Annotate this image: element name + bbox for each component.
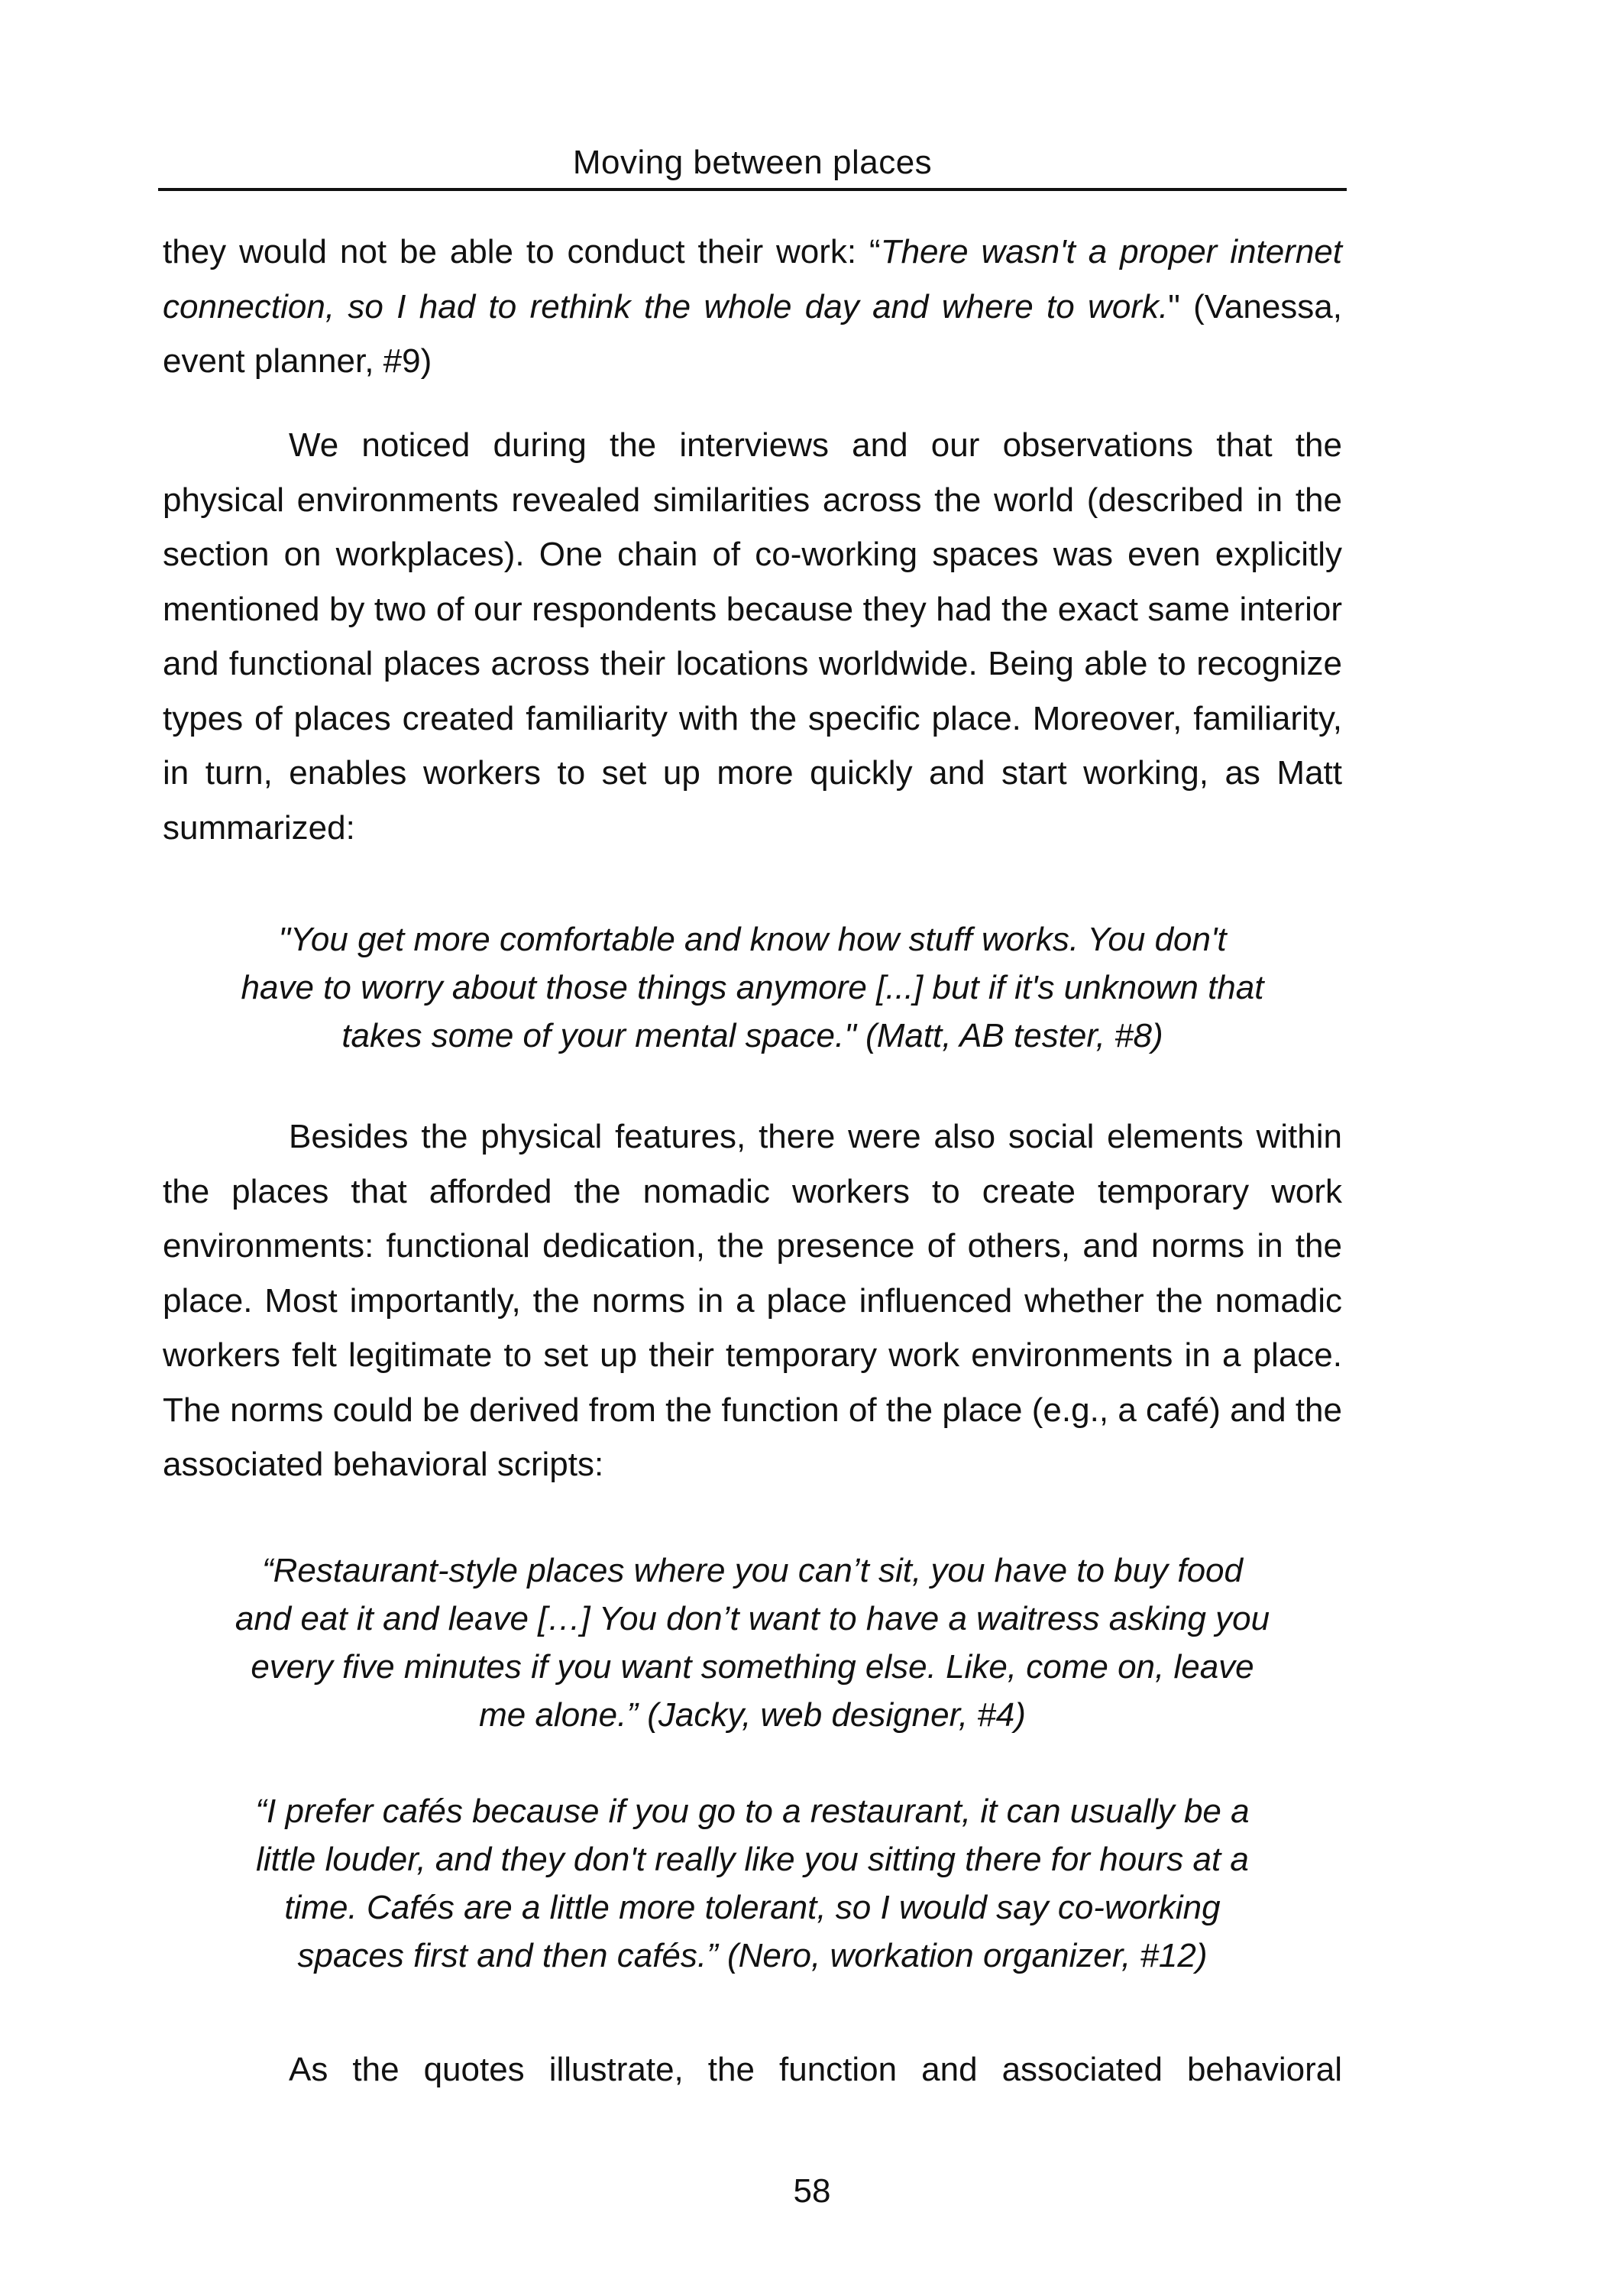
inline-quote: There wasn't a proper internet connection, so I had to rethink the whole day and where to work. <box>163 233 1342 325</box>
block-quote-matt <box>206 915 1299 1060</box>
quote-line: have to worry about those things anymore [...] but if it's unknown that <box>241 969 1264 1006</box>
paragraph-lead: they would not be able to conduct their work: “ <box>163 233 881 270</box>
quote-line: spaces first and then cafés.” (Nero, workation organizer, #12) <box>297 1937 1208 1974</box>
paragraph-vanessa-quote <box>163 225 1342 389</box>
quote-line: “I prefer cafés because if you go to a restaurant, it can usually be a <box>255 1793 1250 1830</box>
quote-line: me alone.” (Jacky, web designer, #4) <box>479 1696 1026 1734</box>
paragraph-social-elements: Besides the physical features, there were also social elements within the places that afforded the nomadic workers to create temporary work environments: functional dedication, the presence of others, and norms in the place. Most importantly, the norms in a place influenced whether the nomadic workers felt legitimate to set up their temporary work environments in a place. The norms could be derived from the function of the place (e.g., a café) and the associated behavioral scripts: <box>163 1118 1342 1483</box>
quote-line: “Restaurant-style places where you can’t sit, you have to buy food <box>261 1552 1243 1589</box>
quote-line: and eat it and leave […] You don’t want to have a waitress asking you <box>235 1600 1270 1637</box>
paragraph-attribution: " (Vanessa, event planner, #9) <box>163 287 1342 380</box>
quote-line: every five minutes if you want something else. Like, come on, leave <box>251 1648 1254 1686</box>
running-header: Moving between places <box>572 144 933 181</box>
header-rule <box>158 188 1347 191</box>
quote-line: "You get more comfortable and know how stuff works. You don't <box>278 921 1227 958</box>
quote-line: takes some of your mental space." (Matt, AB tester, #8) <box>341 1017 1163 1054</box>
paragraph-quotes-illustrate: As the quotes illustrate, the function and associated behavioral <box>289 2051 1342 2088</box>
page-number: 58 <box>793 2172 831 2210</box>
quote-line: little louder, and they don't really like you sitting there for hours at a <box>256 1841 1249 1878</box>
block-quote-jacky <box>206 1546 1299 1739</box>
quote-line: time. Cafés are a little more tolerant, so I would say co-working <box>284 1889 1221 1926</box>
paragraph-physical-environments: We noticed during the interviews and our observations that the physical environments revealed similarities across the world (described in the section on workplaces). One chain of co-working spaces was even explicitly mentioned by two of our respondents because they had the exact same interior and functional places across their locations worldwide. Being able to recognize types of places created familiarity with the specific place. Moreover, familiarity, in turn, enables workers to set up more quickly and start working, as Matt summarized: <box>163 426 1342 847</box>
block-quote-nero <box>206 1787 1299 1980</box>
